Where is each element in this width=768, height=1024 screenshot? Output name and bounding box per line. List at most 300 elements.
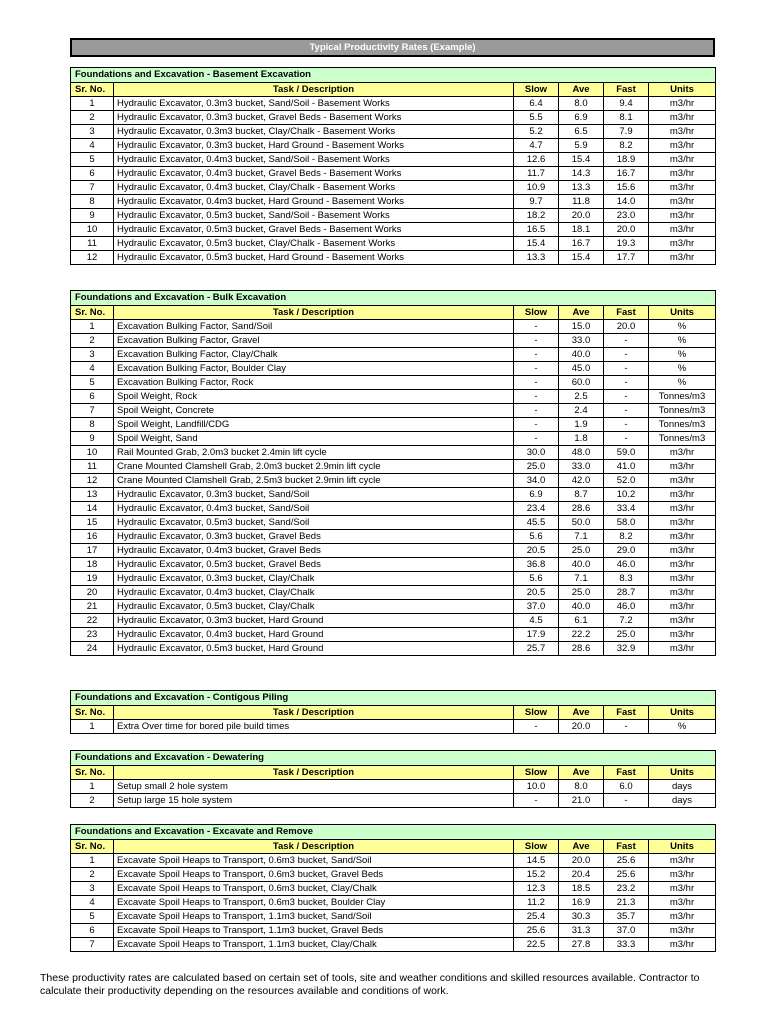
cell-ave: 28.6	[559, 502, 604, 516]
cell-task: Excavate Spoil Heaps to Transport, 0.6m3 bucket, Gravel Beds	[114, 868, 514, 882]
cell-fast: 19.3	[604, 237, 649, 251]
cell-slow: 36.8	[514, 558, 559, 572]
column-header-units: Units	[649, 306, 716, 320]
table-row	[71, 390, 716, 404]
cell-fast: 20.0	[604, 223, 649, 237]
cell-fast: -	[604, 334, 649, 348]
cell-task: Hydraulic Excavator, 0.4m3 bucket, Hard Ground - Basement Works	[114, 195, 514, 209]
cell-fast: 17.7	[604, 251, 649, 265]
cell-sr: 10	[71, 223, 114, 237]
cell-slow: -	[514, 720, 559, 734]
cell-slow: -	[514, 794, 559, 808]
cell-slow: 10.0	[514, 780, 559, 794]
cell-slow: -	[514, 362, 559, 376]
table-row	[71, 460, 716, 474]
table-row	[71, 181, 716, 195]
cell-sr: 13	[71, 488, 114, 502]
cell-fast: 18.9	[604, 153, 649, 167]
cell-slow: 13.3	[514, 251, 559, 265]
cell-ave: 20.0	[559, 209, 604, 223]
cell-sr: 15	[71, 516, 114, 530]
cell-units: m3/hr	[649, 868, 716, 882]
cell-slow: 4.7	[514, 139, 559, 153]
section-title: Foundations and Excavation - Dewatering	[71, 751, 716, 766]
cell-fast: 8.1	[604, 111, 649, 125]
column-header-task: Task / Description	[114, 766, 514, 780]
cell-task: Excavate Spoil Heaps to Transport, 0.6m3 bucket, Sand/Soil	[114, 854, 514, 868]
column-header-task: Task / Description	[114, 840, 514, 854]
column-header-ave: Ave	[559, 83, 604, 97]
cell-task: Hydraulic Excavator, 0.5m3 bucket, Gravel Beds - Basement Works	[114, 223, 514, 237]
column-header-task: Task / Description	[114, 706, 514, 720]
cell-slow: 5.2	[514, 125, 559, 139]
cell-units: m3/hr	[649, 195, 716, 209]
cell-units: m3/hr	[649, 896, 716, 910]
cell-fast: 25.6	[604, 854, 649, 868]
cell-units: m3/hr	[649, 882, 716, 896]
table-row	[71, 642, 716, 656]
cell-ave: 20.0	[559, 720, 604, 734]
cell-units: %	[649, 320, 716, 334]
cell-ave: 22.2	[559, 628, 604, 642]
cell-task: Spoil Weight, Rock	[114, 390, 514, 404]
cell-slow: 20.5	[514, 544, 559, 558]
cell-units: days	[649, 794, 716, 808]
table-row	[71, 348, 716, 362]
cell-slow: -	[514, 348, 559, 362]
cell-ave: 40.0	[559, 348, 604, 362]
table-row	[71, 896, 716, 910]
table-row	[71, 572, 716, 586]
cell-units: m3/hr	[649, 460, 716, 474]
cell-task: Hydraulic Excavator, 0.3m3 bucket, Clay/Chalk - Basement Works	[114, 125, 514, 139]
cell-units: Tonnes/m3	[649, 432, 716, 446]
cell-fast: 23.2	[604, 882, 649, 896]
column-header-slow: Slow	[514, 706, 559, 720]
cell-ave: 50.0	[559, 516, 604, 530]
cell-ave: 13.3	[559, 181, 604, 195]
cell-slow: 25.4	[514, 910, 559, 924]
cell-slow: -	[514, 418, 559, 432]
cell-units: days	[649, 780, 716, 794]
cell-units: m3/hr	[649, 642, 716, 656]
column-header-sr: Sr. No.	[71, 83, 114, 97]
cell-units: m3/hr	[649, 251, 716, 265]
cell-task: Hydraulic Excavator, 0.5m3 bucket, Hard Ground - Basement Works	[114, 251, 514, 265]
cell-task: Hydraulic Excavator, 0.4m3 bucket, Clay/Chalk - Basement Works	[114, 181, 514, 195]
cell-task: Excavation Bulking Factor, Sand/Soil	[114, 320, 514, 334]
table-row	[71, 334, 716, 348]
cell-sr: 3	[71, 348, 114, 362]
cell-fast: 46.0	[604, 558, 649, 572]
table-row	[71, 600, 716, 614]
cell-units: %	[649, 376, 716, 390]
cell-task: Hydraulic Excavator, 0.3m3 bucket, Sand/Soil	[114, 488, 514, 502]
cell-slow: 14.5	[514, 854, 559, 868]
cell-slow: 12.6	[514, 153, 559, 167]
column-header-fast: Fast	[604, 306, 649, 320]
cell-slow: 15.4	[514, 237, 559, 251]
cell-sr: 23	[71, 628, 114, 642]
column-header-sr: Sr. No.	[71, 706, 114, 720]
column-header-slow: Slow	[514, 766, 559, 780]
cell-ave: 16.7	[559, 237, 604, 251]
cell-units: m3/hr	[649, 181, 716, 195]
cell-task: Hydraulic Excavator, 0.5m3 bucket, Clay/Chalk	[114, 600, 514, 614]
cell-ave: 18.1	[559, 223, 604, 237]
cell-slow: 34.0	[514, 474, 559, 488]
cell-units: m3/hr	[649, 502, 716, 516]
table-row	[71, 910, 716, 924]
cell-ave: 6.9	[559, 111, 604, 125]
table-row	[71, 237, 716, 251]
cell-slow: 12.3	[514, 882, 559, 896]
section-title: Foundations and Excavation - Basement Excavation	[71, 68, 716, 83]
cell-units: m3/hr	[649, 558, 716, 572]
cell-task: Spoil Weight, Concrete	[114, 404, 514, 418]
cell-sr: 1	[71, 720, 114, 734]
cell-ave: 15.4	[559, 153, 604, 167]
table-row	[71, 404, 716, 418]
cell-slow: 5.5	[514, 111, 559, 125]
table-row	[71, 432, 716, 446]
cell-sr: 5	[71, 376, 114, 390]
cell-slow: 6.4	[514, 97, 559, 111]
table-row	[71, 924, 716, 938]
cell-ave: 1.9	[559, 418, 604, 432]
cell-units: m3/hr	[649, 910, 716, 924]
table-row	[71, 614, 716, 628]
cell-sr: 9	[71, 432, 114, 446]
cell-sr: 3	[71, 882, 114, 896]
cell-ave: 31.3	[559, 924, 604, 938]
cell-task: Spoil Weight, Landfill/CDG	[114, 418, 514, 432]
cell-ave: 40.0	[559, 558, 604, 572]
cell-slow: 23.4	[514, 502, 559, 516]
cell-sr: 3	[71, 125, 114, 139]
cell-fast: 15.6	[604, 181, 649, 195]
table-row	[71, 446, 716, 460]
cell-sr: 11	[71, 237, 114, 251]
table-row	[71, 720, 716, 734]
cell-task: Hydraulic Excavator, 0.4m3 bucket, Sand/Soil	[114, 502, 514, 516]
column-header-ave: Ave	[559, 766, 604, 780]
cell-ave: 25.0	[559, 544, 604, 558]
cell-fast: -	[604, 376, 649, 390]
cell-sr: 2	[71, 794, 114, 808]
cell-sr: 21	[71, 600, 114, 614]
cell-ave: 18.5	[559, 882, 604, 896]
cell-slow: -	[514, 432, 559, 446]
cell-sr: 22	[71, 614, 114, 628]
section-title-row	[71, 68, 716, 83]
table-row	[71, 418, 716, 432]
table-row	[71, 628, 716, 642]
table-row	[71, 586, 716, 600]
cell-fast: -	[604, 794, 649, 808]
cell-units: m3/hr	[649, 586, 716, 600]
table-row	[71, 376, 716, 390]
cell-ave: 33.0	[559, 334, 604, 348]
section-title-row	[71, 751, 716, 766]
cell-task: Hydraulic Excavator, 0.4m3 bucket, Gravel Beds	[114, 544, 514, 558]
cell-units: m3/hr	[649, 446, 716, 460]
cell-units: Tonnes/m3	[649, 390, 716, 404]
cell-task: Hydraulic Excavator, 0.3m3 bucket, Clay/Chalk	[114, 572, 514, 586]
cell-slow: 16.5	[514, 223, 559, 237]
cell-sr: 20	[71, 586, 114, 600]
table-row	[71, 111, 716, 125]
cell-sr: 5	[71, 910, 114, 924]
cell-fast: 28.7	[604, 586, 649, 600]
cell-task: Hydraulic Excavator, 0.3m3 bucket, Gravel Beds	[114, 530, 514, 544]
cell-task: Hydraulic Excavator, 0.4m3 bucket, Gravel Beds - Basement Works	[114, 167, 514, 181]
column-header-fast: Fast	[604, 83, 649, 97]
cell-sr: 16	[71, 530, 114, 544]
cell-fast: 52.0	[604, 474, 649, 488]
cell-units: m3/hr	[649, 600, 716, 614]
cell-fast: -	[604, 418, 649, 432]
column-header-slow: Slow	[514, 83, 559, 97]
column-header-slow: Slow	[514, 306, 559, 320]
cell-fast: 37.0	[604, 924, 649, 938]
cell-task: Setup large 15 hole system	[114, 794, 514, 808]
column-header-task: Task / Description	[114, 306, 514, 320]
cell-task: Excavate Spoil Heaps to Transport, 0.6m3 bucket, Boulder Clay	[114, 896, 514, 910]
cell-task: Excavate Spoil Heaps to Transport, 1.1m3 bucket, Gravel Beds	[114, 924, 514, 938]
cell-ave: 8.0	[559, 780, 604, 794]
cell-slow: 11.2	[514, 896, 559, 910]
cell-ave: 15.0	[559, 320, 604, 334]
cell-task: Hydraulic Excavator, 0.4m3 bucket, Clay/Chalk	[114, 586, 514, 600]
cell-task: Excavate Spoil Heaps to Transport, 1.1m3 bucket, Clay/Chalk	[114, 938, 514, 952]
cell-slow: -	[514, 404, 559, 418]
table-row	[71, 139, 716, 153]
cell-task: Hydraulic Excavator, 0.3m3 bucket, Sand/Soil - Basement Works	[114, 97, 514, 111]
section-title-row	[71, 825, 716, 840]
cell-ave: 1.8	[559, 432, 604, 446]
cell-units: m3/hr	[649, 223, 716, 237]
cell-units: m3/hr	[649, 111, 716, 125]
section-title: Foundations and Excavation - Contigous Piling	[71, 691, 716, 706]
column-header-slow: Slow	[514, 840, 559, 854]
cell-slow: 25.6	[514, 924, 559, 938]
column-header-ave: Ave	[559, 306, 604, 320]
section-title: Foundations and Excavation - Excavate and Remove	[71, 825, 716, 840]
cell-sr: 17	[71, 544, 114, 558]
cell-task: Spoil Weight, Sand	[114, 432, 514, 446]
section-title-row	[71, 691, 716, 706]
cell-ave: 2.4	[559, 404, 604, 418]
table-row	[71, 320, 716, 334]
table-row	[71, 868, 716, 882]
cell-sr: 19	[71, 572, 114, 586]
section-table	[70, 290, 716, 656]
cell-slow: 17.9	[514, 628, 559, 642]
section-table	[70, 824, 716, 952]
cell-units: m3/hr	[649, 938, 716, 952]
cell-sr: 24	[71, 642, 114, 656]
cell-task: Excavation Bulking Factor, Boulder Clay	[114, 362, 514, 376]
table-row	[71, 854, 716, 868]
cell-slow: 4.5	[514, 614, 559, 628]
cell-units: m3/hr	[649, 924, 716, 938]
cell-units: m3/hr	[649, 153, 716, 167]
cell-slow: 30.0	[514, 446, 559, 460]
cell-fast: -	[604, 720, 649, 734]
cell-sr: 7	[71, 938, 114, 952]
cell-ave: 8.0	[559, 97, 604, 111]
column-header-sr: Sr. No.	[71, 306, 114, 320]
cell-task: Extra Over time for bored pile build times	[114, 720, 514, 734]
cell-fast: 8.2	[604, 139, 649, 153]
cell-ave: 30.3	[559, 910, 604, 924]
cell-ave: 60.0	[559, 376, 604, 390]
cell-fast: 58.0	[604, 516, 649, 530]
cell-fast: 6.0	[604, 780, 649, 794]
cell-units: m3/hr	[649, 237, 716, 251]
cell-fast: 29.0	[604, 544, 649, 558]
cell-sr: 5	[71, 153, 114, 167]
cell-slow: 20.5	[514, 586, 559, 600]
cell-sr: 4	[71, 362, 114, 376]
cell-ave: 5.9	[559, 139, 604, 153]
cell-task: Rail Mounted Grab, 2.0m3 bucket 2.4min lift cycle	[114, 446, 514, 460]
cell-slow: 25.0	[514, 460, 559, 474]
cell-task: Excavation Bulking Factor, Rock	[114, 376, 514, 390]
cell-fast: 16.7	[604, 167, 649, 181]
cell-units: %	[649, 348, 716, 362]
cell-units: m3/hr	[649, 474, 716, 488]
cell-task: Excavation Bulking Factor, Clay/Chalk	[114, 348, 514, 362]
table-row	[71, 882, 716, 896]
cell-sr: 12	[71, 251, 114, 265]
cell-task: Hydraulic Excavator, 0.5m3 bucket, Clay/Chalk - Basement Works	[114, 237, 514, 251]
cell-fast: 41.0	[604, 460, 649, 474]
column-header-units: Units	[649, 706, 716, 720]
cell-ave: 42.0	[559, 474, 604, 488]
table-row	[71, 125, 716, 139]
cell-fast: 25.0	[604, 628, 649, 642]
cell-fast: 7.2	[604, 614, 649, 628]
table-row	[71, 516, 716, 530]
cell-ave: 27.8	[559, 938, 604, 952]
cell-ave: 6.1	[559, 614, 604, 628]
cell-task: Hydraulic Excavator, 0.3m3 bucket, Gravel Beds - Basement Works	[114, 111, 514, 125]
cell-units: m3/hr	[649, 139, 716, 153]
cell-sr: 14	[71, 502, 114, 516]
cell-slow: 5.6	[514, 572, 559, 586]
cell-fast: -	[604, 390, 649, 404]
cell-ave: 48.0	[559, 446, 604, 460]
cell-units: %	[649, 720, 716, 734]
cell-fast: -	[604, 348, 649, 362]
cell-ave: 45.0	[559, 362, 604, 376]
table-row	[71, 362, 716, 376]
section-title-row	[71, 291, 716, 306]
section-table	[70, 67, 716, 265]
cell-fast: 20.0	[604, 320, 649, 334]
cell-sr: 1	[71, 854, 114, 868]
cell-ave: 6.5	[559, 125, 604, 139]
table-row	[71, 153, 716, 167]
table-row	[71, 167, 716, 181]
cell-fast: 7.9	[604, 125, 649, 139]
cell-units: m3/hr	[649, 488, 716, 502]
header-row	[71, 766, 716, 780]
cell-task: Excavate Spoil Heaps to Transport, 0.6m3 bucket, Clay/Chalk	[114, 882, 514, 896]
cell-task: Hydraulic Excavator, 0.5m3 bucket, Hard Ground	[114, 642, 514, 656]
table-row	[71, 530, 716, 544]
cell-slow: -	[514, 334, 559, 348]
cell-sr: 9	[71, 209, 114, 223]
cell-sr: 8	[71, 195, 114, 209]
footnote: These productivity rates are calculated based on certain set of tools, site and weather conditions and skilled resources available. Contractor to calculate their productivity depending on the resources available and conditions of work.	[40, 972, 700, 997]
cell-task: Excavation Bulking Factor, Gravel	[114, 334, 514, 348]
table-row	[71, 251, 716, 265]
cell-fast: 8.3	[604, 572, 649, 586]
cell-units: Tonnes/m3	[649, 404, 716, 418]
cell-task: Setup small 2 hole system	[114, 780, 514, 794]
cell-sr: 7	[71, 181, 114, 195]
cell-fast: 32.9	[604, 642, 649, 656]
cell-slow: 25.7	[514, 642, 559, 656]
cell-slow: 22.5	[514, 938, 559, 952]
cell-sr: 4	[71, 139, 114, 153]
cell-slow: 11.7	[514, 167, 559, 181]
cell-sr: 2	[71, 111, 114, 125]
cell-fast: -	[604, 432, 649, 446]
cell-fast: 59.0	[604, 446, 649, 460]
cell-slow: -	[514, 376, 559, 390]
header-row	[71, 306, 716, 320]
cell-slow: 45.5	[514, 516, 559, 530]
table-row	[71, 502, 716, 516]
cell-sr: 8	[71, 418, 114, 432]
cell-fast: -	[604, 404, 649, 418]
cell-task: Crane Mounted Clamshell Grab, 2.0m3 bucket 2.9min lift cycle	[114, 460, 514, 474]
cell-ave: 33.0	[559, 460, 604, 474]
table-row	[71, 780, 716, 794]
document-title: Typical Productivity Rates (Example)	[70, 38, 715, 57]
cell-units: m3/hr	[649, 628, 716, 642]
table-row	[71, 544, 716, 558]
cell-fast: 21.3	[604, 896, 649, 910]
cell-slow: -	[514, 320, 559, 334]
cell-ave: 15.4	[559, 251, 604, 265]
cell-sr: 6	[71, 167, 114, 181]
cell-task: Hydraulic Excavator, 0.3m3 bucket, Hard Ground	[114, 614, 514, 628]
header-row	[71, 840, 716, 854]
table-row	[71, 97, 716, 111]
cell-ave: 40.0	[559, 600, 604, 614]
column-header-fast: Fast	[604, 840, 649, 854]
header-row	[71, 83, 716, 97]
cell-sr: 4	[71, 896, 114, 910]
cell-fast: 10.2	[604, 488, 649, 502]
column-header-fast: Fast	[604, 706, 649, 720]
cell-fast: 9.4	[604, 97, 649, 111]
cell-task: Hydraulic Excavator, 0.5m3 bucket, Sand/Soil - Basement Works	[114, 209, 514, 223]
cell-fast: 35.7	[604, 910, 649, 924]
cell-fast: -	[604, 362, 649, 376]
table-row	[71, 209, 716, 223]
cell-task: Hydraulic Excavator, 0.4m3 bucket, Hard Ground	[114, 628, 514, 642]
cell-task: Hydraulic Excavator, 0.5m3 bucket, Sand/Soil	[114, 516, 514, 530]
cell-units: m3/hr	[649, 125, 716, 139]
cell-units: m3/hr	[649, 516, 716, 530]
cell-ave: 25.0	[559, 586, 604, 600]
